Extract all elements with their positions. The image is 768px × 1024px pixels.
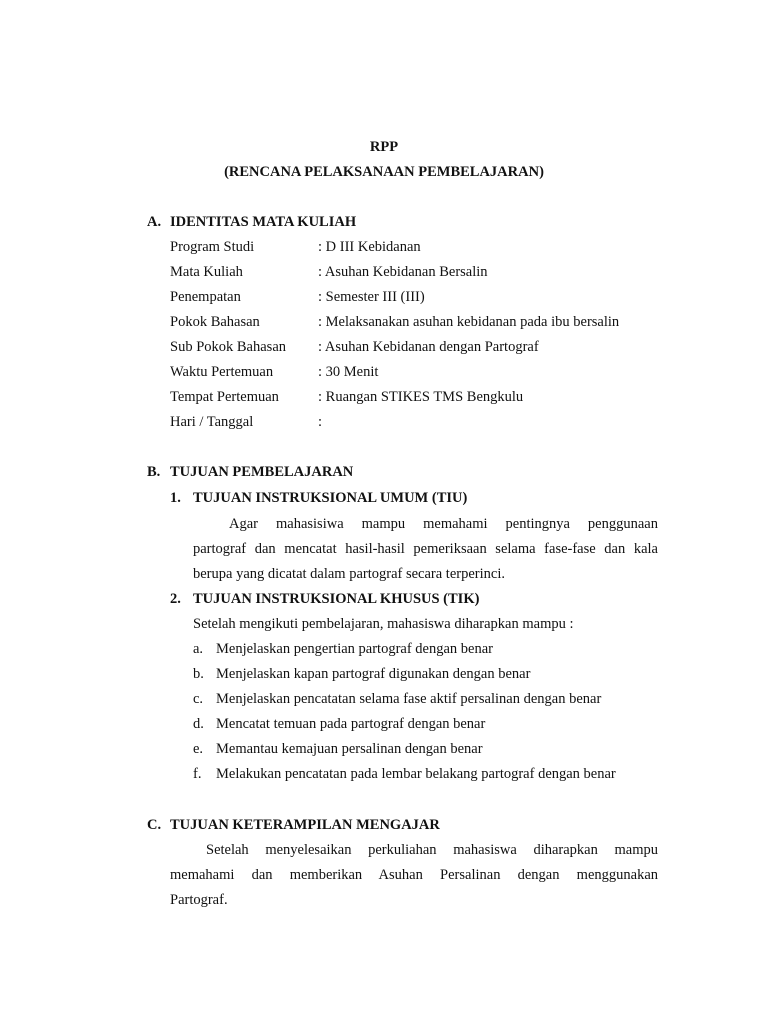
- identity-value: :: [318, 414, 323, 430]
- tik-heading: TUJUAN INSTRUKSIONAL KHUSUS (TIK): [193, 591, 480, 607]
- identity-value: : Melaksanakan asuhan kebidanan pada ibu bersalin: [318, 314, 620, 330]
- identity-label: Tempat Pertemuan: [170, 389, 279, 405]
- tiu-paragraph-line: Agar mahasisiwa mampu memahami pentingnya penggunaan: [229, 516, 658, 532]
- document-title: RPP: [369, 139, 399, 155]
- identity-value: : Asuhan Kebidanan Bersalin: [318, 264, 488, 280]
- identity-label: Waktu Pertemuan: [170, 364, 274, 380]
- tik-item-letter: d.: [193, 716, 204, 732]
- tiu-marker: 1.: [170, 490, 181, 506]
- section-c-paragraph-line: Partograf.: [170, 892, 228, 908]
- tik-item-text: Menjelaskan kapan partograf digunakan dengan benar: [216, 666, 531, 682]
- identity-label: Program Studi: [170, 239, 255, 255]
- section-a-heading: IDENTITAS MATA KULIAH: [170, 214, 357, 230]
- tiu-heading: TUJUAN INSTRUKSIONAL UMUM (TIU): [193, 490, 468, 506]
- identity-value: : Asuhan Kebidanan dengan Partograf: [318, 339, 539, 355]
- tik-item-text: Menjelaskan pencatatan selama fase aktif persalinan dengan benar: [216, 691, 602, 707]
- identity-value: : Semester III (III): [318, 289, 425, 305]
- tiu-paragraph-line: berupa yang dicatat dalam partograf secara terperinci.: [193, 566, 505, 582]
- tik-item-text: Memantau kemajuan persalinan dengan benar: [216, 741, 483, 757]
- section-c-paragraph-line: memahami dan memberikan Asuhan Persalinan dengan menggunakan: [170, 867, 658, 883]
- identity-value: : D III Kebidanan: [318, 239, 421, 255]
- identity-value: : 30 Menit: [318, 364, 379, 380]
- tik-item-letter: a.: [193, 641, 204, 657]
- tiu-paragraph-line: partograf dan mencatat hasil-hasil pemeriksaan selama fase-fase dan kala: [193, 541, 658, 557]
- identity-label: Mata Kuliah: [170, 264, 243, 280]
- section-a-marker: A.: [147, 214, 162, 230]
- document-subtitle: (RENCANA PELAKSANAAN PEMBELAJARAN): [224, 164, 544, 180]
- tik-item-letter: c.: [193, 691, 204, 707]
- tik-item-text: Melakukan pencatatan pada lembar belakang partograf dengan benar: [216, 766, 616, 782]
- tik-item-text: Menjelaskan pengertian partograf dengan benar: [216, 641, 493, 657]
- section-b-heading: TUJUAN PEMBELAJARAN: [170, 464, 354, 480]
- section-c-paragraph-line: Setelah menyelesaikan perkuliahan mahasiswa diharapkan mampu: [206, 842, 658, 858]
- identity-value: : Ruangan STIKES TMS Bengkulu: [318, 389, 524, 405]
- identity-label: Pokok Bahasan: [170, 314, 260, 330]
- section-c-heading: TUJUAN KETERAMPILAN MENGAJAR: [170, 817, 440, 833]
- section-b-marker: B.: [147, 464, 161, 480]
- tik-intro: Setelah mengikuti pembelajaran, mahasiswa diharapkan mampu :: [193, 616, 574, 632]
- section-c-marker: C.: [147, 817, 162, 833]
- identity-label: Sub Pokok Bahasan: [170, 339, 286, 355]
- identity-label: Hari / Tanggal: [170, 414, 254, 430]
- tik-item-text: Mencatat temuan pada partograf dengan benar: [216, 716, 486, 732]
- tik-item-letter: e.: [193, 741, 204, 757]
- tik-marker: 2.: [170, 591, 181, 607]
- identity-label: Penempatan: [170, 289, 241, 305]
- tik-item-letter: b.: [193, 666, 204, 682]
- tik-item-letter: f.: [193, 766, 202, 782]
